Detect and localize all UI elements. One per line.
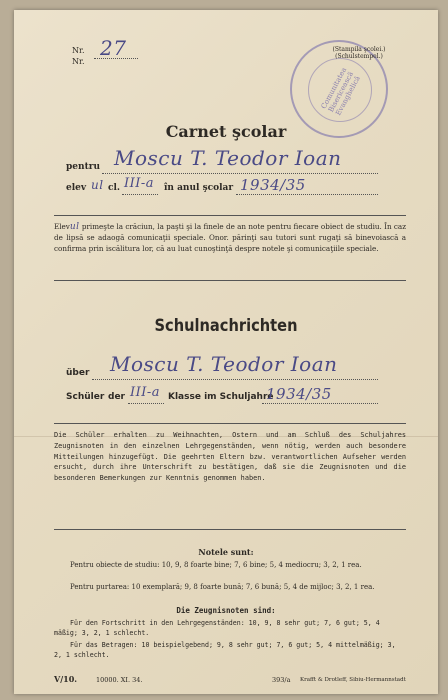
notele-title: Notele sunt: [198, 547, 254, 557]
anul-scolar-label: în anul şcolar [164, 183, 234, 193]
school-report-card [14, 10, 438, 694]
grades-ro-conduct-label: Pentru purtarea: [70, 583, 130, 591]
form-code: V/10. [54, 674, 78, 684]
title-schulnachrichten: Schulnachrichten [154, 316, 298, 336]
year-value-de: 1934/35 [266, 385, 332, 403]
year-line-ro [236, 194, 378, 195]
nr-label-de: Nr. [72, 57, 85, 66]
grades-de-conduct [54, 640, 406, 660]
stamp-label-ro: (Stampila şcolei.) [332, 46, 386, 53]
student-name-de: Moscu T. Teodor Ioan [110, 352, 338, 376]
divider-top-ro [54, 215, 406, 216]
pentru-label: pentru [66, 162, 101, 172]
grades-ro-study-label: Pentru obiecte de studiu: [70, 561, 160, 569]
printer-name: Krafft & Drotleff, Sibiu-Hermannstadt [300, 677, 406, 683]
nr-label-ro: Nr. [72, 46, 85, 55]
paragraph-ro-text: primeşte la crăciun, la paşti şi la finele de an note pentru fiecare obiect de studiu. În caz de lipsă se adaogă comunicaţii speciale. Onor. părinţi sau tutori sunt rugaţi să binevoiască a confirma prin iscălitura lor, că au luat cunoştinţă despre notele şi comunicaţiile speciale. [54, 222, 406, 253]
name-line-ro [102, 173, 378, 174]
year-line-de [262, 403, 378, 404]
cl-label: cl. [108, 183, 121, 193]
divider-top-de [54, 423, 406, 424]
klasse-label: Klasse im Schuljahre [168, 392, 274, 402]
grades-de-progress-label: Für den Fortschritt in den Lehrgegenständen: [70, 619, 245, 627]
paragraph-ro [54, 222, 406, 254]
schuler-label: Schüler [66, 392, 105, 402]
year-value-ro: 1934/35 [240, 176, 306, 194]
title-carnet-scolar: Carnet şcolar [165, 122, 287, 141]
grades-ro-conduct-values: 10 exemplară; 9, 8 foarte bună; 7, 6 bună; 5, 4 de mijloc; 3, 2, 1 rea. [131, 583, 375, 591]
grades-ro-study [54, 560, 406, 570]
stamp-label-de: (Schulstempel.) [335, 53, 383, 60]
grades-de-conduct-label: Für das Betragen: [70, 641, 138, 649]
nr-value: 27 [100, 36, 127, 60]
paragraph-de-start: Die Schüler [54, 431, 105, 439]
stamp-label [314, 46, 404, 60]
paragraph-de [54, 430, 406, 484]
elev-label: elev [66, 183, 87, 193]
class-value-de: III-a [130, 385, 161, 400]
grades-de-progress [54, 618, 406, 638]
class-value-ro: III-a [124, 176, 155, 191]
paragraph-ro-suffix: ul [69, 222, 80, 232]
order-number: 393/a [272, 676, 291, 684]
stamp-text: Comunitatea Bisericească Evanghelică [319, 66, 362, 117]
student-name-ro: Moscu T. Teodor Ioan [114, 146, 342, 170]
paragraph-de-text: erhalten zu Weihnachten, Ostern und am Schluß des Schuljahres Zeugnisnoten in den einzelnen Lehrgegenständen, wenn nötig, werden auch besondere Mitteilungen hinzugefügt. Die geehrten Eltern bzw. verantwortlichen Aufseher werden ersucht, durch ihre Unterschrift zu bestätigen, daß sie die Zeugnisnoten und die besonderen Bemerkungen zur Kenntnis genommen haben. [54, 431, 407, 483]
grades-de-conduct-values: 10 beispielgebend; 9, 8 sehr gut; 7, 6 gut; 5, 4 mittelmäßig; 3, 2, 1 schlecht. [54, 641, 396, 659]
class-line-ro [122, 194, 158, 195]
der-label: der [108, 392, 125, 402]
zeugnisnoten-title: Die Zeugnisnoten sind: [176, 606, 276, 615]
print-run: 10000. XI. 34. [96, 676, 143, 684]
divider-bottom-de [54, 529, 406, 530]
uber-label: über [66, 368, 90, 378]
class-line-de [128, 403, 164, 404]
grades-ro-conduct [54, 582, 406, 592]
elev-suffix: ul [91, 178, 104, 192]
paragraph-ro-start: Elev [54, 222, 70, 231]
divider-bottom-ro [54, 280, 406, 281]
grades-de-progress-values: 10, 9, 8 sehr gut; 7, 6 gut; 5, 4 mäßig; 3, 2, 1 schlecht. [54, 619, 380, 637]
grades-ro-study-values: 10, 9, 8 foarte bine; 7, 6 bine; 5, 4 mediocru; 3, 2, 1 rea. [161, 561, 362, 569]
name-line-de [92, 379, 378, 380]
